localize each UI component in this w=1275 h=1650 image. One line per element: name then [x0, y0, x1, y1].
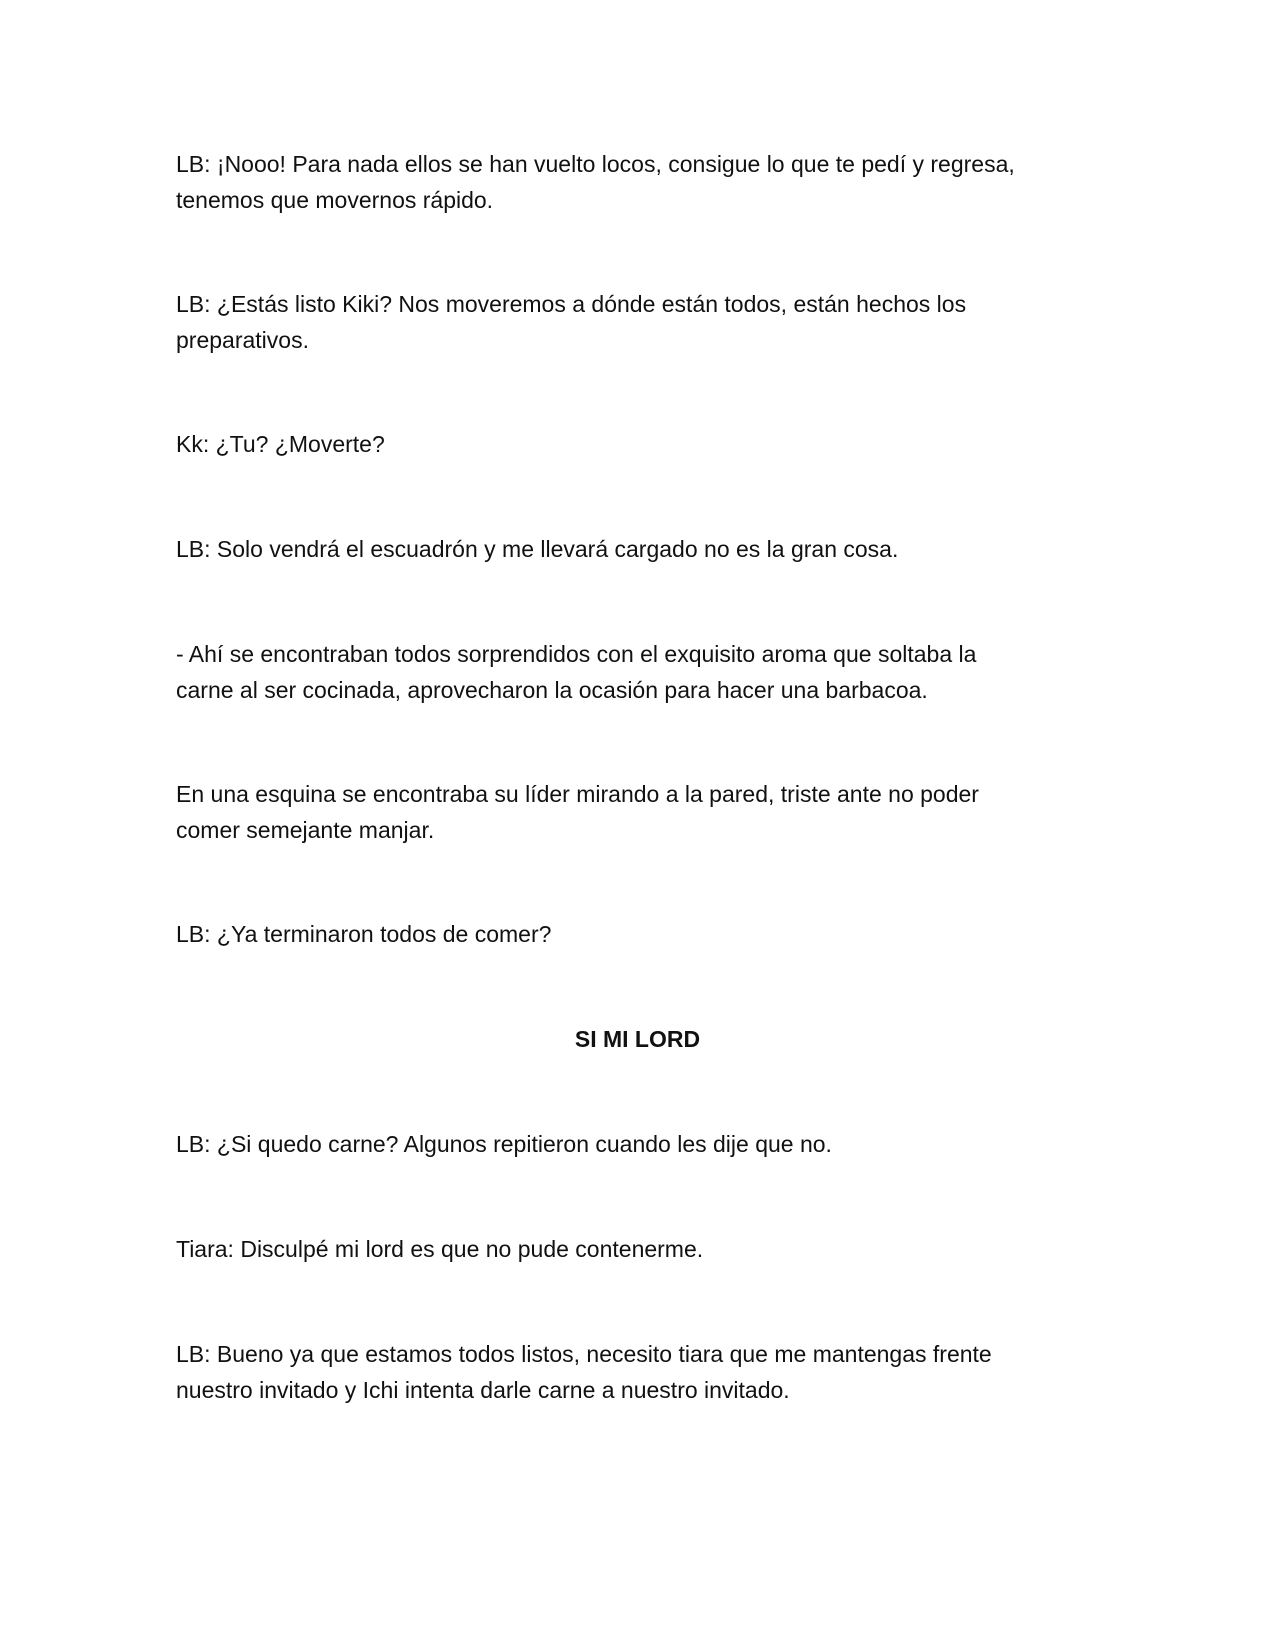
text-line: LB: ¿Estás listo Kiki? Nos moveremos a dónde están todos, están hechos los [176, 291, 967, 317]
dialogue-paragraph [176, 146, 1076, 218]
text-line: comer semejante manjar. [176, 817, 435, 843]
text-line: LB: ¿Ya terminaron todos de comer? [176, 921, 552, 947]
text-line: En una esquina se encontraba su líder mirando a la pared, triste ante no poder [176, 781, 979, 807]
text-line: preparativos. [176, 327, 309, 353]
dialogue-paragraph [176, 916, 1076, 952]
dialogue-paragraph [176, 1126, 1076, 1162]
dialogue-paragraph [176, 1336, 1076, 1408]
dialogue-paragraph [176, 531, 1076, 567]
dialogue-paragraph [176, 286, 1076, 358]
text-line: carne al ser cocinada, aprovecharon la ocasión para hacer una barbacoa. [176, 677, 928, 703]
narration-paragraph [176, 776, 1076, 848]
text-line: tenemos que movernos rápido. [176, 187, 494, 213]
text-line: LB: Solo vendrá el escuadrón y me llevará cargado no es la gran cosa. [176, 536, 899, 562]
text-line: LB: Bueno ya que estamos todos listos, necesito tiara que me mantengas frente [176, 1341, 992, 1367]
text-line: LB: ¡Nooo! Para nada ellos se han vuelto locos, consigue lo que te pedí y regresa, [176, 151, 1015, 177]
centered-heading: SI MI LORD [574, 1026, 701, 1052]
dialogue-paragraph [176, 1231, 1076, 1267]
text-line: - Ahí se encontraban todos sorprendidos con el exquisito aroma que soltaba la [176, 641, 977, 667]
dialogue-paragraph [176, 426, 1076, 462]
text-line: Kk: ¿Tu? ¿Moverte? [176, 431, 385, 457]
narration-paragraph [176, 636, 1076, 708]
text-line: nuestro invitado y Ichi intenta darle carne a nuestro invitado. [176, 1377, 790, 1403]
text-line: LB: ¿Si quedo carne? Algunos repitieron cuando les dije que no. [176, 1131, 832, 1157]
text-line: Tiara: Disculpé mi lord es que no pude contenerme. [176, 1236, 704, 1262]
